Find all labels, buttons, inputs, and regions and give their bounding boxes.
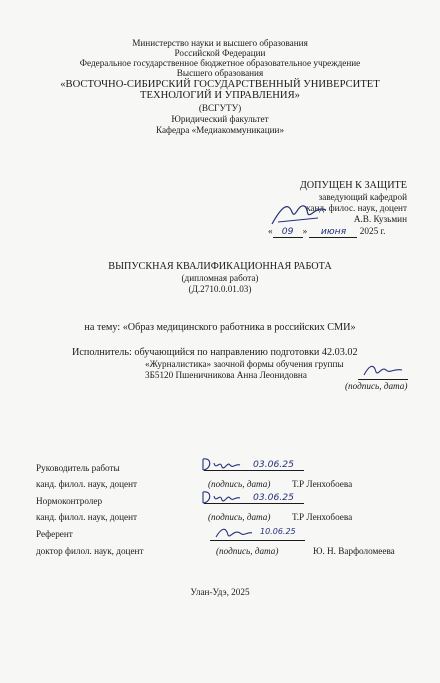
supervisor-role: Руководитель работы bbox=[36, 463, 120, 473]
approval-role: заведующий кафедрой bbox=[318, 192, 407, 202]
normcontroller-degree: канд. филол. наук, доцент bbox=[36, 512, 138, 522]
referent-caption: (подпись, дата) bbox=[216, 546, 279, 556]
university-name-line1: «ВОСТОЧНО-СИБИРСКИЙ ГОСУДАРСТВЕННЫЙ УНИВЕРСИТЕТ bbox=[60, 79, 380, 90]
referent-signature bbox=[214, 525, 254, 541]
executor-line2: «Журналистика» заочной формы обучения группы bbox=[145, 359, 344, 369]
normcontroller-caption: (подпись, дата) bbox=[208, 512, 271, 522]
work-title: ВЫПУСКНАЯ КВАЛИФИКАЦИОННАЯ РАБОТА bbox=[108, 261, 332, 272]
city-year: Улан-Удэ, 2025 bbox=[190, 587, 250, 597]
executor-caption: (подпись, дата) bbox=[345, 381, 408, 391]
work-topic: на тему: «Образ медицинского работника в российских СМИ» bbox=[84, 322, 356, 333]
normcontroller-role: Нормоконтролер bbox=[36, 496, 103, 506]
approval-date-month: июня bbox=[309, 227, 357, 238]
work-type: (дипломная работа) bbox=[181, 273, 259, 283]
referent-date: 10.06.25 bbox=[260, 527, 296, 536]
ministry-line: Министерство науки и высшего образования bbox=[132, 38, 308, 48]
faculty-line: Юридический факультет bbox=[171, 114, 269, 124]
approval-name: А.В. Кузьмин bbox=[353, 214, 407, 224]
executor-signature bbox=[362, 362, 406, 378]
supervisor-degree: канд. филол. наук, доцент bbox=[36, 479, 138, 489]
institution-type-line: Федеральное государственное бюджетное образовательное учреждение bbox=[79, 58, 361, 68]
executor-signature-line bbox=[358, 379, 408, 380]
referent-degree: доктор филол. наук, доцент bbox=[36, 546, 144, 556]
supervisor-name: Т.Р Ленхобоева bbox=[292, 479, 353, 489]
federation-line: Российской Федерации bbox=[174, 48, 266, 58]
head-signature bbox=[268, 198, 328, 228]
normcontroller-signature bbox=[200, 488, 250, 506]
university-abbr: (ВСГУТУ) bbox=[198, 103, 242, 113]
referent-role: Референт bbox=[36, 529, 73, 539]
education-level-line: Высшего образования bbox=[176, 68, 264, 78]
normcontroller-date: 03.06.25 bbox=[253, 492, 294, 503]
executor-line1: Исполнитель: обучающийся по направлению подготовки 42.03.02 bbox=[72, 347, 358, 358]
approval-quote-open: « bbox=[268, 226, 273, 236]
executor-line3: 3Б5120 Пшеничникова Анна Леонидовна bbox=[145, 370, 307, 380]
supervisor-caption: (подпись, дата) bbox=[208, 479, 271, 489]
approval-quote-close: » bbox=[302, 226, 308, 236]
referent-name: Ю. Н. Варфоломеева bbox=[313, 546, 395, 556]
normcontroller-name: Т.Р Ленхобоева bbox=[292, 512, 353, 522]
department-line: Кафедра «Медиакоммуникации» bbox=[155, 125, 285, 135]
approval-date-year: 2025 г. bbox=[359, 226, 386, 236]
approval-title: ДОПУЩЕН К ЗАЩИТЕ bbox=[299, 180, 407, 191]
approval-date-day: 09 bbox=[273, 227, 303, 238]
approval-date bbox=[268, 226, 385, 238]
approval-degree: канд. филос. наук, доцент bbox=[306, 203, 407, 213]
university-name-line2: ТЕХНОЛОГИЙ И УПРАВЛЕНИЯ» bbox=[140, 90, 300, 101]
supervisor-date: 03.06.25 bbox=[253, 459, 294, 470]
supervisor-signature bbox=[200, 455, 250, 473]
work-code: (Д.2710.0.01.03) bbox=[188, 284, 252, 294]
